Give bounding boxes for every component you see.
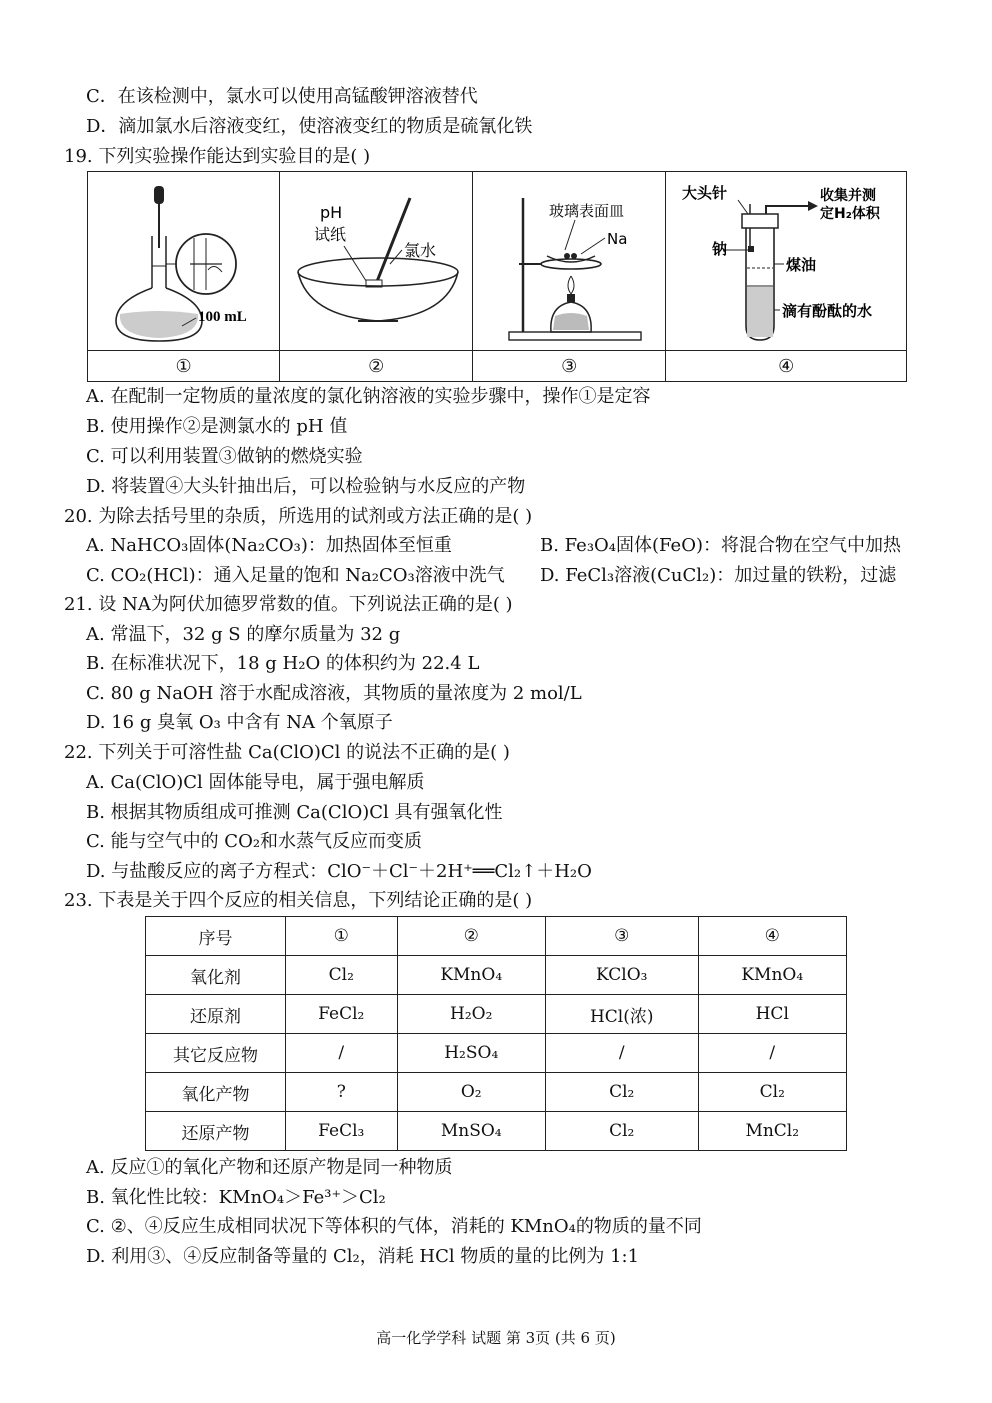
q21-option-c: C. 80 g NaOH 溶于水配成溶液，其物质的量浓度为 2 mol/L (86, 683, 582, 704)
ph-label: pH (320, 203, 343, 222)
glass-dish-label: 玻璃表面皿 (549, 202, 625, 220)
q22-option-a: A. Ca(ClO)Cl 固体能导电，属于强电解质 (86, 772, 425, 793)
table-cell: 还原产物 (146, 1112, 286, 1151)
figure-3-cell (473, 172, 666, 351)
table-header-row (146, 917, 847, 956)
q21-option-b: B. 在标准状况下，18 g H₂O 的体积约为 22.4 L (86, 653, 480, 674)
figure-number-3: ③ (473, 351, 666, 382)
table-cell: ④ (698, 917, 846, 956)
table-cell: MnCl₂ (698, 1112, 846, 1151)
phenolphthalein-water-label: 滴有酚酞的水 (782, 302, 873, 320)
q19-figure-table (87, 171, 907, 382)
figure-2-cell (280, 172, 473, 351)
q20-option-c: C. CO₂(HCl)：通入足量的饱和 Na₂CO₃溶液中洗气 (86, 565, 505, 586)
q22-option-c: C. 能与空气中的 CO₂和水蒸气反应而变质 (86, 831, 423, 852)
q21-option-a: A. 常温下，32 g S 的摩尔质量为 32 g (86, 624, 401, 645)
table-cell: FeCl₃ (286, 1112, 398, 1151)
table-row (146, 1112, 847, 1151)
table-cell: / (698, 1034, 846, 1073)
test-tube-figure (668, 176, 904, 346)
q23-option-d: D. 利用③、④反应制备等量的 Cl₂，消耗 HCl 物质的量的比例为 1:1 (86, 1246, 640, 1267)
collect-label-1: 收集并测 (820, 188, 877, 204)
figure-1-cell (88, 172, 280, 351)
table-cell: Cl₂ (698, 1073, 846, 1112)
q23-option-b: B. 氧化性比较：KMnO₄＞Fe³⁺＞Cl₂ (86, 1187, 386, 1208)
table-cell: Cl₂ (545, 1112, 698, 1151)
table-cell: ① (286, 917, 398, 956)
volumetric-flask-figure (94, 176, 274, 346)
table-cell: ③ (545, 917, 698, 956)
table-cell: KMnO₄ (397, 956, 545, 995)
q21-stem: 21. 设 NA为阿伏加德罗常数的值。下列说法正确的是( ) (64, 594, 513, 615)
table-cell: FeCl₂ (286, 995, 398, 1034)
q18-option-d: D．滴加氯水后溶液变红，使溶液变红的物质是硫氰化铁 (86, 116, 533, 137)
iron-stand-figure (479, 176, 659, 346)
table-cell: H₂O₂ (397, 995, 545, 1034)
figure-4-cell (666, 172, 907, 351)
q19-option-d: D. 将装置④大头针抽出后，可以检验钠与水反应的产物 (86, 476, 526, 497)
table-cell: MnSO₄ (397, 1112, 545, 1151)
q22-stem: 22. 下列关于可溶性盐 Ca(ClO)Cl 的说法不正确的是( ) (64, 742, 510, 763)
sodium-piece-label: 钠 (712, 240, 728, 258)
table-row (146, 1034, 847, 1073)
table-cell: 氧化产物 (146, 1073, 286, 1112)
flask-volume-label: 100 mL (197, 309, 247, 325)
table-cell: Cl₂ (545, 1073, 698, 1112)
q22-option-b: B. 根据其物质组成可推测 Ca(ClO)Cl 具有强氧化性 (86, 802, 503, 823)
table-cell: / (545, 1034, 698, 1073)
paper-label: 试纸 (314, 225, 347, 244)
q21-option-d: D. 16 g 臭氧 O₃ 中含有 NA 个氧原子 (86, 712, 393, 733)
kerosene-label: 煤油 (786, 256, 817, 274)
table-cell: / (286, 1034, 398, 1073)
table-cell: 序号 (146, 917, 286, 956)
q22-option-d: D. 与盐酸反应的离子方程式：ClO⁻＋Cl⁻＋2H⁺══Cl₂↑＋H₂O (86, 861, 592, 882)
q19-option-b: B. 使用操作②是测氯水的 pH 值 (86, 416, 348, 437)
table-cell: O₂ (397, 1073, 545, 1112)
q19-option-c: C. 可以利用装置③做钠的燃烧实验 (86, 446, 363, 467)
q19-option-a: A. 在配制一定物质的量浓度的氯化钠溶液的实验步骤中，操作①是定容 (86, 386, 651, 407)
table-cell: H₂SO₄ (397, 1034, 545, 1073)
pin-label: 大头针 (682, 184, 728, 202)
q23-stem: 23. 下表是关于四个反应的相关信息，下列结论正确的是( ) (64, 890, 533, 911)
table-cell: KClO₃ (545, 956, 698, 995)
table-cell: HCl (698, 995, 846, 1034)
q23-option-c: C. ②、④反应生成相同状况下等体积的气体，消耗的 KMnO₄的物质的量不同 (86, 1216, 702, 1237)
sodium-label: Na (607, 230, 628, 248)
table-row (146, 956, 847, 995)
table-cell: Cl₂ (286, 956, 398, 995)
evaporating-dish-figure (286, 176, 466, 346)
table-cell: 其它反应物 (146, 1034, 286, 1073)
figure-number-2: ② (280, 351, 473, 382)
chlorine-water-label: 氯水 (404, 241, 437, 260)
figure-number-1: ① (88, 351, 280, 382)
q23-option-a: A. 反应①的氧化产物和还原产物是同一种物质 (86, 1157, 453, 1178)
table-cell: ? (286, 1073, 398, 1112)
collect-label-2: 定H₂体积 (820, 206, 880, 222)
table-row (146, 995, 847, 1034)
table-cell: KMnO₄ (698, 956, 846, 995)
table-cell: ② (397, 917, 545, 956)
q18-option-c: C．在该检测中，氯水可以使用高锰酸钾溶液替代 (86, 86, 478, 107)
figure-number-4: ④ (666, 351, 907, 382)
q20-option-d: D. FeCl₃溶液(CuCl₂)：加过量的铁粉，过滤 (540, 565, 897, 586)
table-cell: 氧化剂 (146, 956, 286, 995)
page-footer: 高一化学学科 试题 第 3页 (共 6 页) (376, 1329, 616, 1347)
table-row (146, 1073, 847, 1112)
q19-stem: 19. 下列实验操作能达到实验目的是( ) (64, 146, 371, 167)
table-cell: HCl(浓) (545, 995, 698, 1034)
q23-reaction-table (145, 916, 847, 1151)
q20-option-a: A. NaHCO₃固体(Na₂CO₃)：加热固体至恒重 (86, 535, 452, 556)
q20-stem: 20. 为除去括号里的杂质，所选用的试剂或方法正确的是( ) (64, 506, 533, 527)
q20-option-b: B. Fe₃O₄固体(FeO)：将混合物在空气中加热 (540, 535, 901, 556)
table-cell: 还原剂 (146, 995, 286, 1034)
